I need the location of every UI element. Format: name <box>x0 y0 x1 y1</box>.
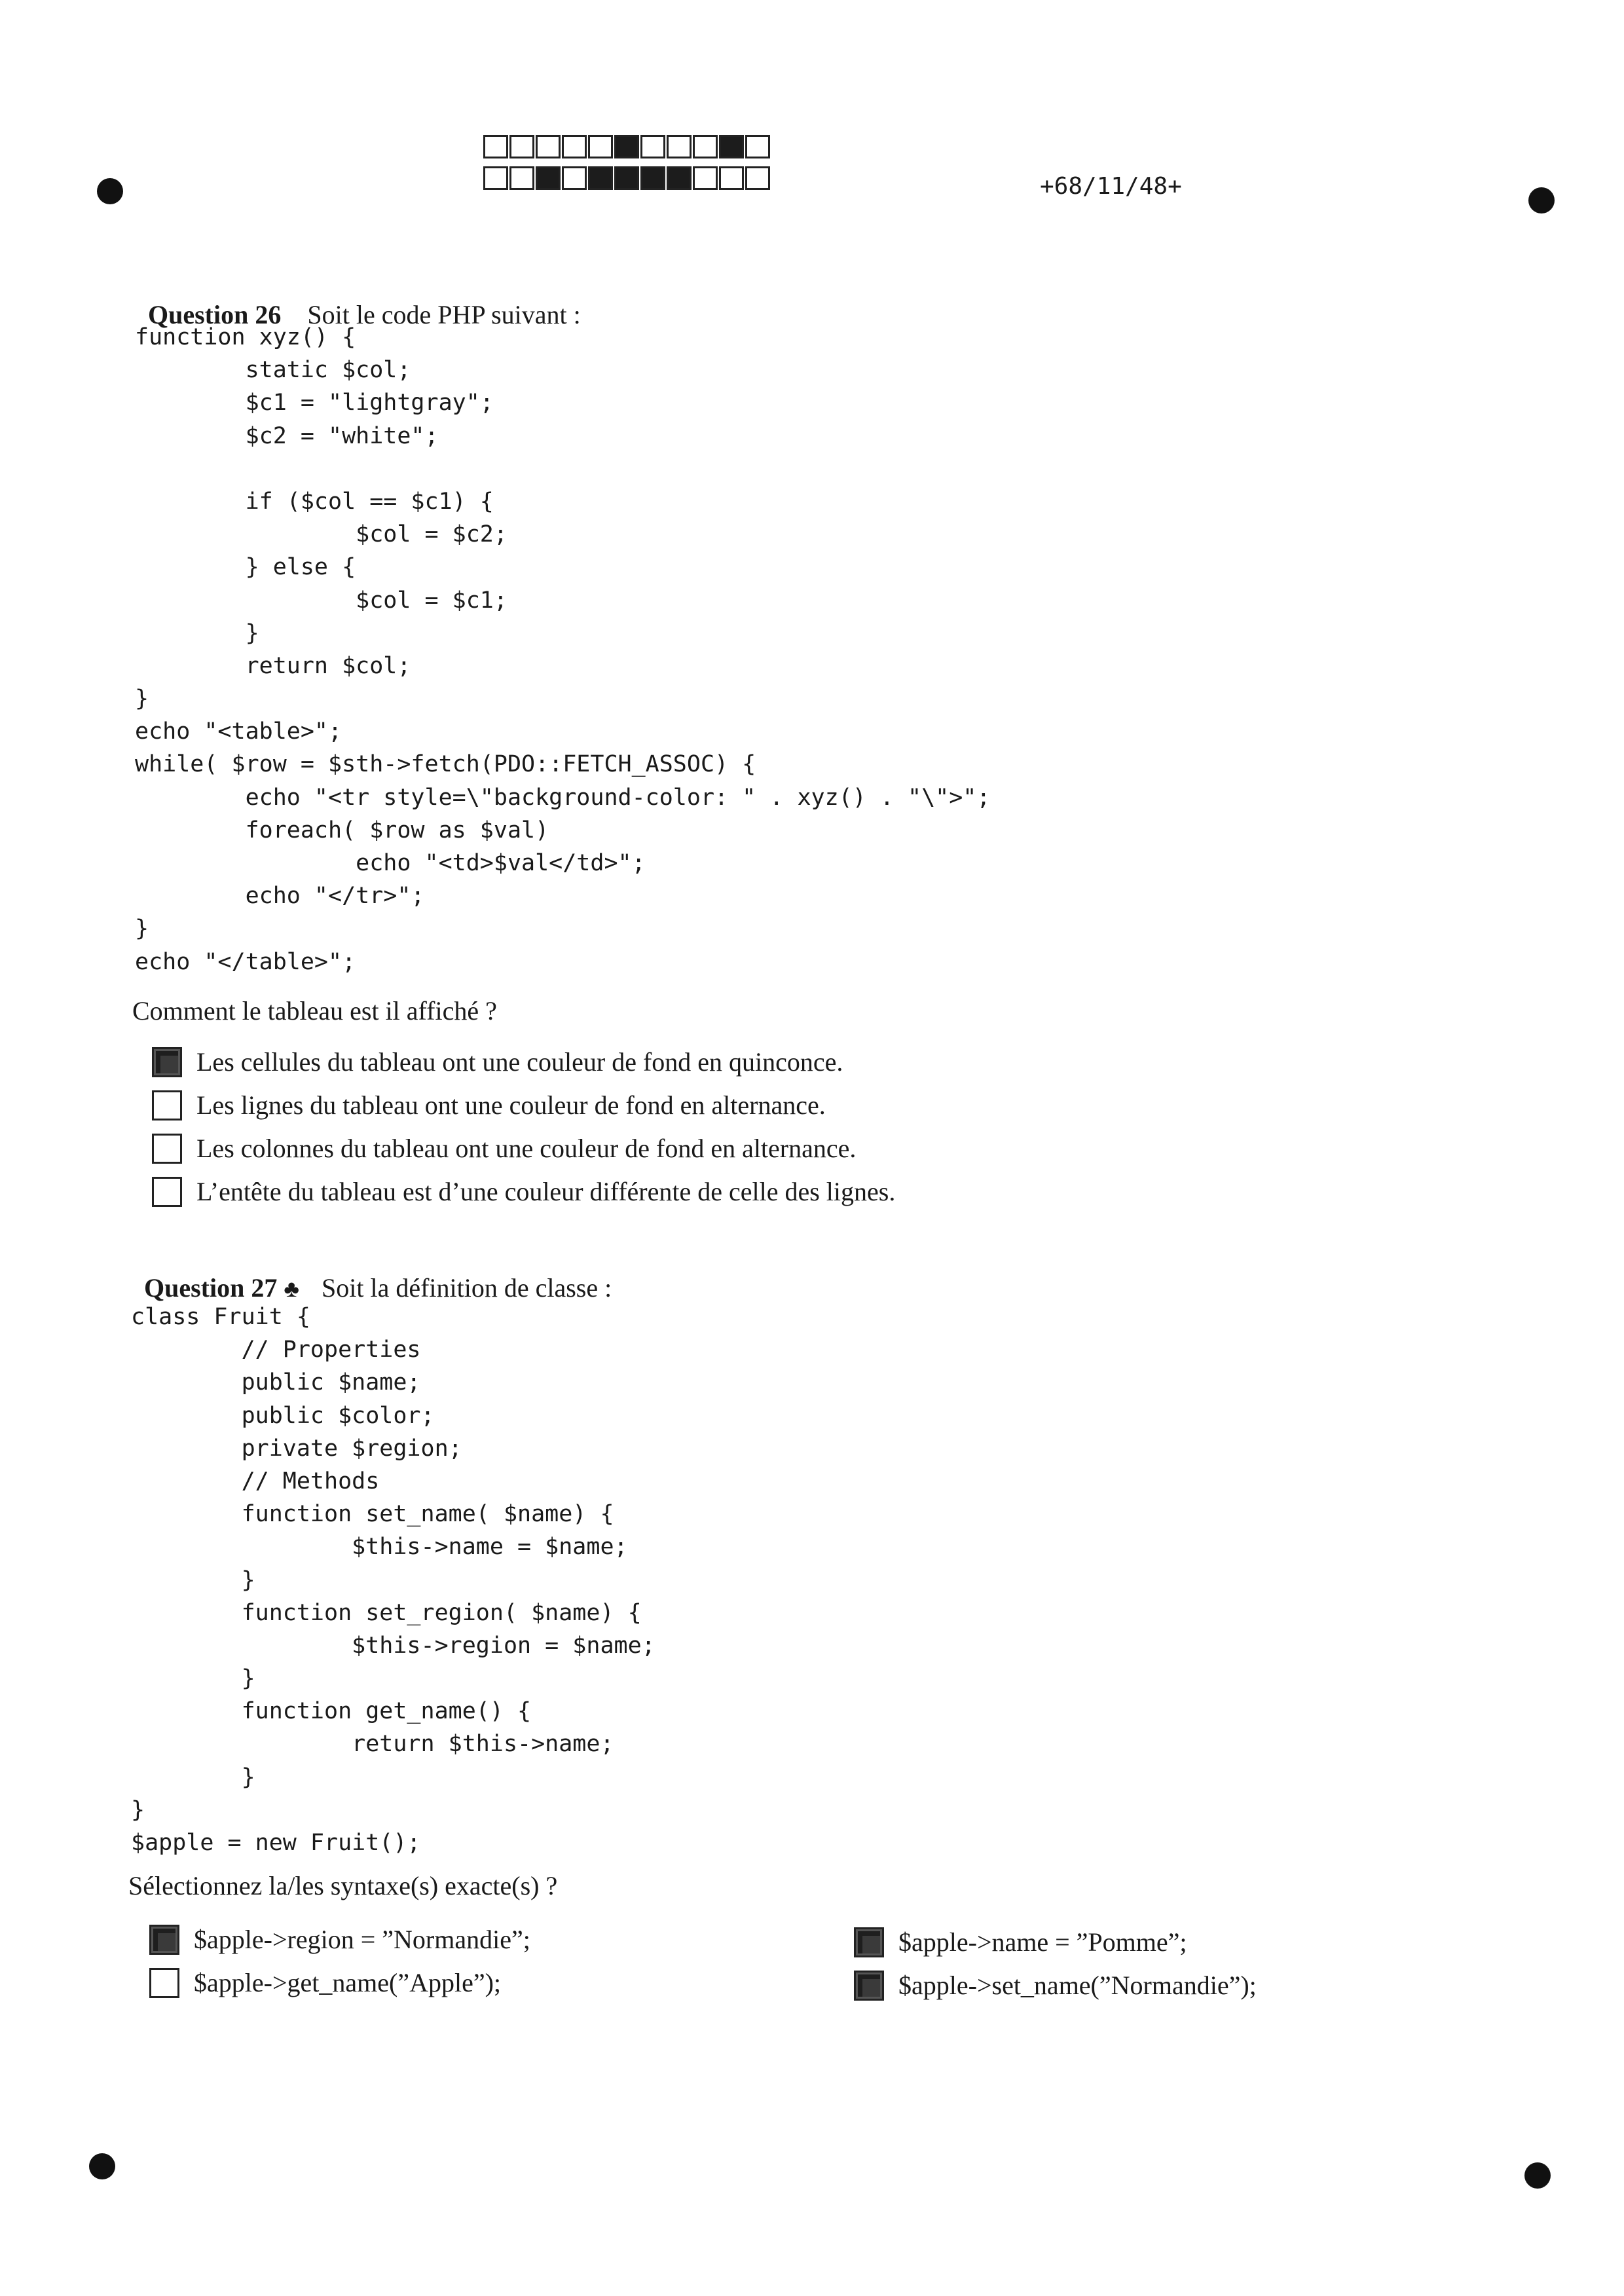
code-line <box>135 453 990 485</box>
q26-label: Question 26 <box>148 300 282 329</box>
grid-cell <box>667 166 692 190</box>
grid-cell <box>536 166 561 190</box>
code-line: } <box>135 620 259 646</box>
q26-code-block <box>135 321 990 978</box>
grid-cell <box>536 135 561 158</box>
grid-cell <box>483 135 508 158</box>
code-line: $c1 = "lightgray"; <box>135 390 494 417</box>
choice-label: Les colonnes du tableau ont une couleur de fond en alternance. <box>196 1134 857 1163</box>
code-line: while( $row = $sth->fetch(PDO::FETCH_ASSOC) { <box>135 751 756 778</box>
code-grid-row-2 <box>483 166 771 190</box>
choice-label: Les lignes du tableau ont une couleur de fond en alternance. <box>196 1090 826 1120</box>
grid-cell <box>562 166 587 190</box>
code-line: // Methods <box>131 1468 380 1494</box>
code-grid-row-1 <box>483 135 771 158</box>
code-line: echo "</tr>"; <box>135 883 425 910</box>
grid-cell <box>640 166 665 190</box>
grid-cell <box>745 166 770 190</box>
code-line: } <box>131 1665 255 1692</box>
code-line: $this->name = $name; <box>131 1534 628 1561</box>
q27-choice[interactable] <box>854 1970 1257 2001</box>
code-line: return $col; <box>135 652 411 679</box>
code-line: } <box>135 686 149 713</box>
code-line: public $name; <box>131 1369 421 1396</box>
registration-mark-bottom-right <box>1524 2162 1551 2189</box>
code-line: function set_name( $name) { <box>131 1501 614 1528</box>
checkbox-checked[interactable] <box>152 1047 182 1077</box>
q27-label: Question 27 <box>144 1273 278 1303</box>
choice-label: Les cellules du tableau ont une couleur de fond en quinconce. <box>196 1047 843 1077</box>
code-line: } else { <box>135 554 356 581</box>
code-line: echo "</table>"; <box>135 948 356 975</box>
grid-cell <box>640 135 665 158</box>
code-line: private $region; <box>131 1435 462 1462</box>
choice-label: $apple->region = ”Normandie”; <box>194 1925 530 1954</box>
q27-choice[interactable] <box>854 1927 1187 1957</box>
exam-id: +68/11/48+ <box>1040 173 1182 200</box>
q26-prompt: Comment le tableau est il affiché ? <box>132 996 497 1026</box>
code-line: } <box>131 1796 145 1823</box>
q26-choice[interactable] <box>152 1046 843 1077</box>
code-line: function get_name() { <box>131 1698 532 1725</box>
q27-code-block <box>131 1301 655 1859</box>
grid-cell <box>719 135 744 158</box>
registration-mark-bottom-left <box>89 2153 115 2179</box>
q27-heading <box>131 1242 612 1303</box>
code-line: function set_region( $name) { <box>131 1599 642 1626</box>
choice-label: L’entête du tableau est d’une couleur différente de celle des lignes. <box>196 1177 896 1206</box>
q26-choice[interactable] <box>152 1090 826 1120</box>
code-line: echo "<table>"; <box>135 718 342 745</box>
code-line: public $color; <box>131 1402 435 1429</box>
checkbox[interactable] <box>152 1134 182 1164</box>
code-line: if ($col == $c1) { <box>135 488 494 515</box>
code-line: // Properties <box>131 1337 421 1363</box>
code-line: } <box>131 1566 255 1593</box>
code-line: return $this->name; <box>131 1731 614 1758</box>
code-line: class Fruit { <box>131 1304 310 1330</box>
code-line: foreach( $row as $val) <box>135 817 549 843</box>
q27-choice[interactable] <box>149 1967 501 1998</box>
grid-cell <box>509 166 534 190</box>
grid-cell <box>693 135 718 158</box>
grid-cell <box>588 166 613 190</box>
checkbox-checked[interactable] <box>854 1971 884 2001</box>
choice-label: $apple->name = ”Pomme”; <box>898 1927 1187 1957</box>
registration-mark-top-right <box>1528 187 1555 213</box>
q27-intro: Soit la définition de classe : <box>321 1273 612 1303</box>
choice-label: $apple->get_name(”Apple”); <box>194 1968 502 1997</box>
code-line: echo "<tr style=\"background-color: " . xyz() . "\">"; <box>135 784 991 811</box>
code-line: $this->region = $name; <box>131 1632 655 1659</box>
grid-cell <box>745 135 770 158</box>
checkbox[interactable] <box>152 1177 182 1207</box>
checkbox-checked[interactable] <box>854 1927 884 1957</box>
q26-choice[interactable] <box>152 1133 856 1164</box>
grid-cell <box>483 166 508 190</box>
grid-cell <box>562 135 587 158</box>
choice-label: $apple->set_name(”Normandie”); <box>898 1971 1257 2000</box>
registration-mark-top-left <box>97 178 123 204</box>
checkbox-checked[interactable] <box>149 1925 179 1955</box>
code-line: $c2 = "white"; <box>135 422 439 449</box>
grid-cell <box>667 135 692 158</box>
grid-cell <box>693 166 718 190</box>
code-line: } <box>131 1764 255 1790</box>
code-line: $col = $c2; <box>135 521 507 548</box>
grid-cell <box>614 166 639 190</box>
checkbox[interactable] <box>149 1968 179 1998</box>
club-icon: ♣ <box>284 1276 299 1302</box>
grid-cell <box>614 135 639 158</box>
q26-choice[interactable] <box>152 1176 895 1207</box>
code-line: } <box>135 916 149 942</box>
code-line: $apple = new Fruit(); <box>131 1830 421 1856</box>
grid-cell <box>509 135 534 158</box>
grid-cell <box>719 166 744 190</box>
code-line: echo "<td>$val</td>"; <box>135 850 646 876</box>
grid-cell <box>588 135 613 158</box>
code-line: function xyz() { <box>135 324 356 350</box>
code-line: static $col; <box>135 357 411 384</box>
code-line: $col = $c1; <box>135 587 507 614</box>
q27-prompt: Sélectionnez la/les syntaxe(s) exacte(s) ? <box>128 1871 558 1900</box>
q27-choice[interactable] <box>149 1924 530 1955</box>
checkbox[interactable] <box>152 1090 182 1120</box>
q26-intro: Soit le code PHP suivant : <box>307 300 581 329</box>
